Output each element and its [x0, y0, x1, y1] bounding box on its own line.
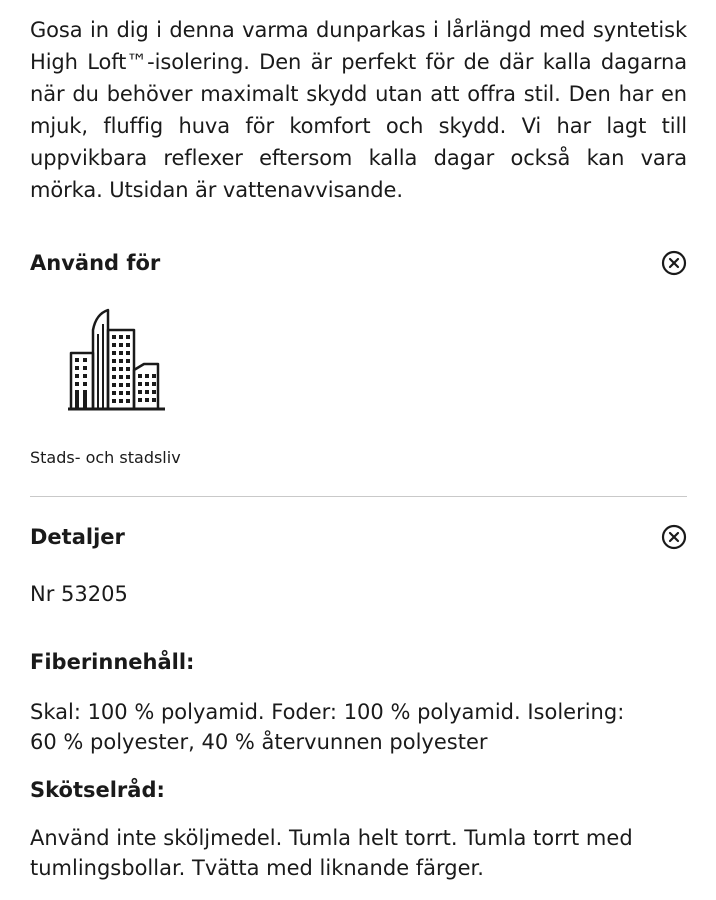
care-line-2: tumlingsbollar. Tvätta med liknande färger. [30, 856, 484, 880]
fiber-heading: Fiberinnehåll: [30, 650, 195, 674]
collapse-details-button[interactable] [661, 524, 687, 550]
section-divider [30, 496, 687, 497]
use-for-title: Använd för [30, 251, 161, 275]
use-for-label: Stads- och stadsliv [30, 448, 181, 467]
city-buildings-icon [68, 308, 168, 413]
fiber-line-1: Skal: 100 % polyamid. Foder: 100 % polyamid. Isolering: [30, 700, 625, 724]
close-circle-icon [661, 250, 687, 276]
details-header[interactable] [30, 520, 687, 554]
care-line-1: Använd inte sköljmedel. Tumla helt torrt. Tumla torrt med [30, 826, 633, 850]
product-description: Gosa in dig i denna varma dunparkas i lårlängd med syntetisk High Loft™-isolering. Den är perfekt för de där kalla dagarna när du behöver maximalt skydd utan att offra stil. Den har en mjuk, fluffig huva för komfort och skydd. Vi har lagt till uppvikbara reflexer eftersom kalla dagar också kan vara mörka. Utsidan är vattenavvisande. [30, 18, 687, 202]
use-for-header[interactable] [30, 246, 687, 280]
care-heading: Skötselråd: [30, 778, 165, 802]
fiber-line-2: 60 % polyester, 40 % återvunnen polyester [30, 730, 488, 754]
product-number: Nr 53205 [30, 582, 128, 606]
details-title: Detaljer [30, 525, 125, 549]
close-circle-icon [661, 524, 687, 550]
collapse-use-for-button[interactable] [661, 250, 687, 276]
